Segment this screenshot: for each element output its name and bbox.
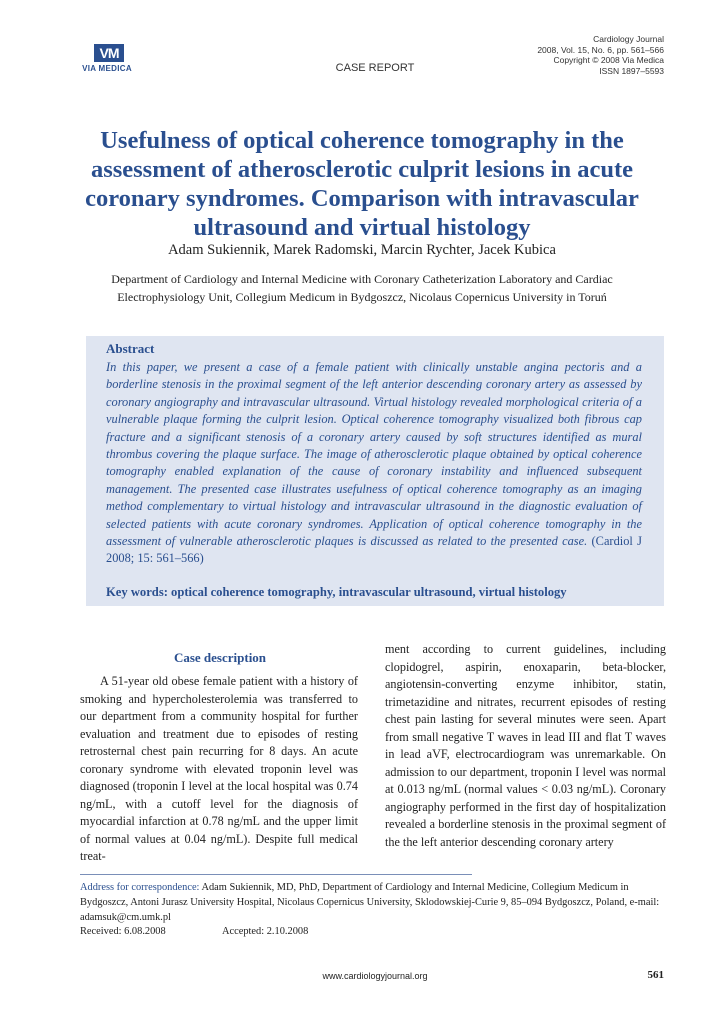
- journal-copyright: Copyright © 2008 Via Medica: [553, 55, 664, 65]
- journal-website: www.cardiologyjournal.org: [322, 971, 428, 981]
- correspondence-label: Address for correspondence:: [80, 882, 200, 893]
- journal-issn: ISSN 1897–5593: [599, 65, 664, 76]
- page-number: 561: [647, 969, 664, 981]
- article-dates: [80, 926, 480, 937]
- body-column-right: [385, 641, 666, 851]
- article-title: Usefulness of optical coherence tomography in the assessment of atherosclerotic culprit lesions in acute coronary syndromes. Comparison with intravascular ultrasound and virtual histology: [85, 127, 639, 241]
- abstract-citation: (Cardiol J 2008; 15: 561–566): [106, 534, 642, 566]
- affiliation: Department of Cardiology and Internal Medicine with Coronary Catheterization Laboratory and Cardiac Electrophysiology Unit, Collegium Medicum in Bydgoszcz, Nicolaus Copernicus University in Toruń: [111, 272, 613, 304]
- keywords: Key words: optical coherence tomography, intravascular ultrasound, virtual histology: [106, 585, 567, 599]
- body-column-left: [80, 673, 358, 866]
- journal-name: Cardiology Journal: [593, 34, 664, 44]
- received-date: Received: 6.08.2008: [80, 926, 166, 937]
- article-type-label: CASE REPORT: [335, 62, 415, 74]
- abstract-body: In this paper, we present a case of a female patient with clinically unstable angina pectoris and a borderline stenosis in the proximal segment of the left anterior descending coronary artery as assessed by coronary angiography and intravascular ultrasound. Virtual histology revealed morphological criteria of a vulnerable plaque forming the culprit lesion. Optical coherence tomography visualized both fibrous cap fracture and a significant stenosis of a coronary artery caused by soft structures identified as mural thrombus covering the plaque surface. The image of atherosclerotic plaque obtained by optical coherence tomography enabled explanation of the cause of coronary instability and influenced subsequent management. The presented case illustrates usefulness of optical coherence tomography as an imaging method complementary to virtual histology and intravascular ultrasound in the diagnostic evaluation of selected patients with acute coronary syndromes. Application of optical coherence tomography in the assessment of vulnerable atherosclerotic plaques is discussed as related to the presented case.: [106, 360, 642, 549]
- publisher-logo: [72, 44, 142, 74]
- journal-volume: 2008, Vol. 15, No. 6, pp. 561–566: [537, 44, 664, 55]
- vm-logo-mark: VM: [94, 44, 124, 62]
- footnote-divider: [80, 874, 472, 875]
- accepted-date: Accepted: 2.10.2008: [222, 926, 309, 937]
- correspondence-text: Adam Sukiennik, MD, PhD, Department of Cardiology and Internal Medicine, Collegium Medicum in Bydgoszcz, Antoni Jurasz University Hospital, Nicolaus Copernicus University, Sklodowskiej-Curie 9, 85–094 Bydgoszcz, Poland, e-mail: adamsuk@cm.umk.pl: [80, 882, 660, 923]
- correspondence: [80, 880, 670, 925]
- abstract-heading: Abstract: [106, 341, 155, 356]
- body-paragraph-continued: ment according to current guidelines, including clopidogrel, aspirin, enoxaparin, beta-blocker, angiotensin-converting enzyme inhibitor, statin, trimetazidine and nitrates, recurrent episodes of resting chest pain lasting for several minutes were seen. Apart from small negative T waves in lead III and flat T waves in lead aVF, electrocardiogram was unremarkable. On admission to our department, troponin I level was normal at 0.013 ng/mL (normal values < 0.03 ng/mL). Coronary angiography performed in the first day of hospitalization revealed a borderline stenosis in the proximal segment of the the left anterior descending coronary artery: [385, 642, 666, 849]
- abstract-text: [106, 359, 642, 568]
- body-paragraph: A 51-year old obese female patient with a history of smoking and hypercholesterolemia was transferred to our department from a community hospital for further evaluation and treatment due to episodes of resting retrosternal chest pain recurring for 8 days. An acute coronary syndrome with elevated troponin level was diagnosed (troponin I level at the local hospital was 0.74 ng/mL, with a cutoff level for the diagnosis of myocardial infarction at 0.78 ng/mL and the upper limit of normal values at 0.04 ng/mL). Despite full medical treat-: [80, 674, 358, 863]
- section-heading: Case description: [173, 650, 267, 665]
- authors: Adam Sukiennik, Marek Radomski, Marcin Rychter, Jacek Kubica: [168, 242, 556, 258]
- publisher-name: VIA MEDICA: [82, 64, 132, 73]
- journal-info: [424, 34, 664, 76]
